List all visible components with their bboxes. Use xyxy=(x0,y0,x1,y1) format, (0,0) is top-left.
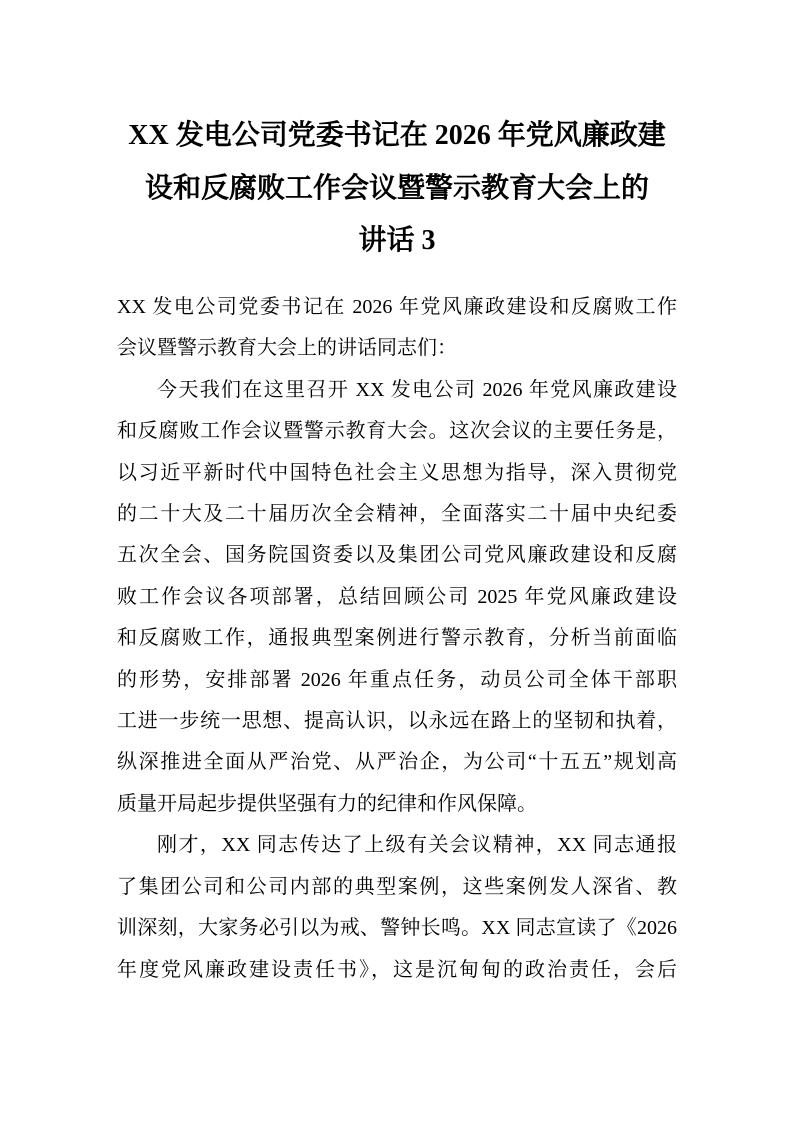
text-line: 五次全会、国务院国资委以及集团公司党风廉政建设和反腐 xyxy=(117,544,677,567)
text-line: 的二十大及二十届历次全会精神，全面落实二十届中央纪委 xyxy=(117,503,677,526)
title-line: XX 发电公司党委书记在 2026 年党风廉政建 xyxy=(128,120,666,151)
text-line: 会议暨警示教育大会上的讲话同志们： xyxy=(117,337,457,360)
paragraph xyxy=(117,370,677,825)
text-line: XX 发电公司党委书记在 2026 年党风廉政建设和反腐败工作 xyxy=(117,296,677,318)
text-line: 败工作会议各项部署，总结回顾公司 2025 年党风廉政建设 xyxy=(117,585,677,608)
text-line: 纵深推进全面从严治党、从严治企，为公司“十五五”规划高 xyxy=(117,751,677,774)
text-line: 了集团公司和公司内部的典型案例，这些案例发人深省、教 xyxy=(117,875,677,898)
text-line: 和反腐败工作，通报典型案例进行警示教育，分析当前面临 xyxy=(117,627,677,650)
text-line: 今天我们在这里召开 XX 发电公司 2026 年党风廉政建设 xyxy=(157,378,677,401)
text-line: 刚才，XX 同志传达了上级有关会议精神，XX 同志通报 xyxy=(157,834,677,857)
text-line: 以习近平新时代中国特色社会主义思想为指导，深入贯彻党 xyxy=(117,461,677,484)
text-line: 质量开局起步提供坚强有力的纪律和作风保障。 xyxy=(117,792,537,815)
document-title xyxy=(117,110,677,268)
document-body xyxy=(117,287,677,991)
text-line: 年度党风廉政建设责任书》，这是沉甸甸的政治责任，会后 xyxy=(117,958,677,981)
text-line: 和反腐败工作会议暨警示教育大会。这次会议的主要任务是， xyxy=(117,420,677,443)
paragraph xyxy=(117,287,677,370)
text-line: 训深刻，大家务必引以为戒、警钟长鸣。XX 同志宣读了《2026 xyxy=(117,917,677,940)
paragraph xyxy=(117,825,677,991)
title-line: 设和反腐败工作会议暨警示教育大会上的 xyxy=(144,172,649,204)
text-line: 工进一步统一思想、提高认识，以永远在路上的坚韧和执着， xyxy=(117,710,677,733)
title-line: 讲话 3 xyxy=(358,225,436,256)
text-line: 的形势，安排部署 2026 年重点任务，动员公司全体干部职 xyxy=(117,668,677,691)
